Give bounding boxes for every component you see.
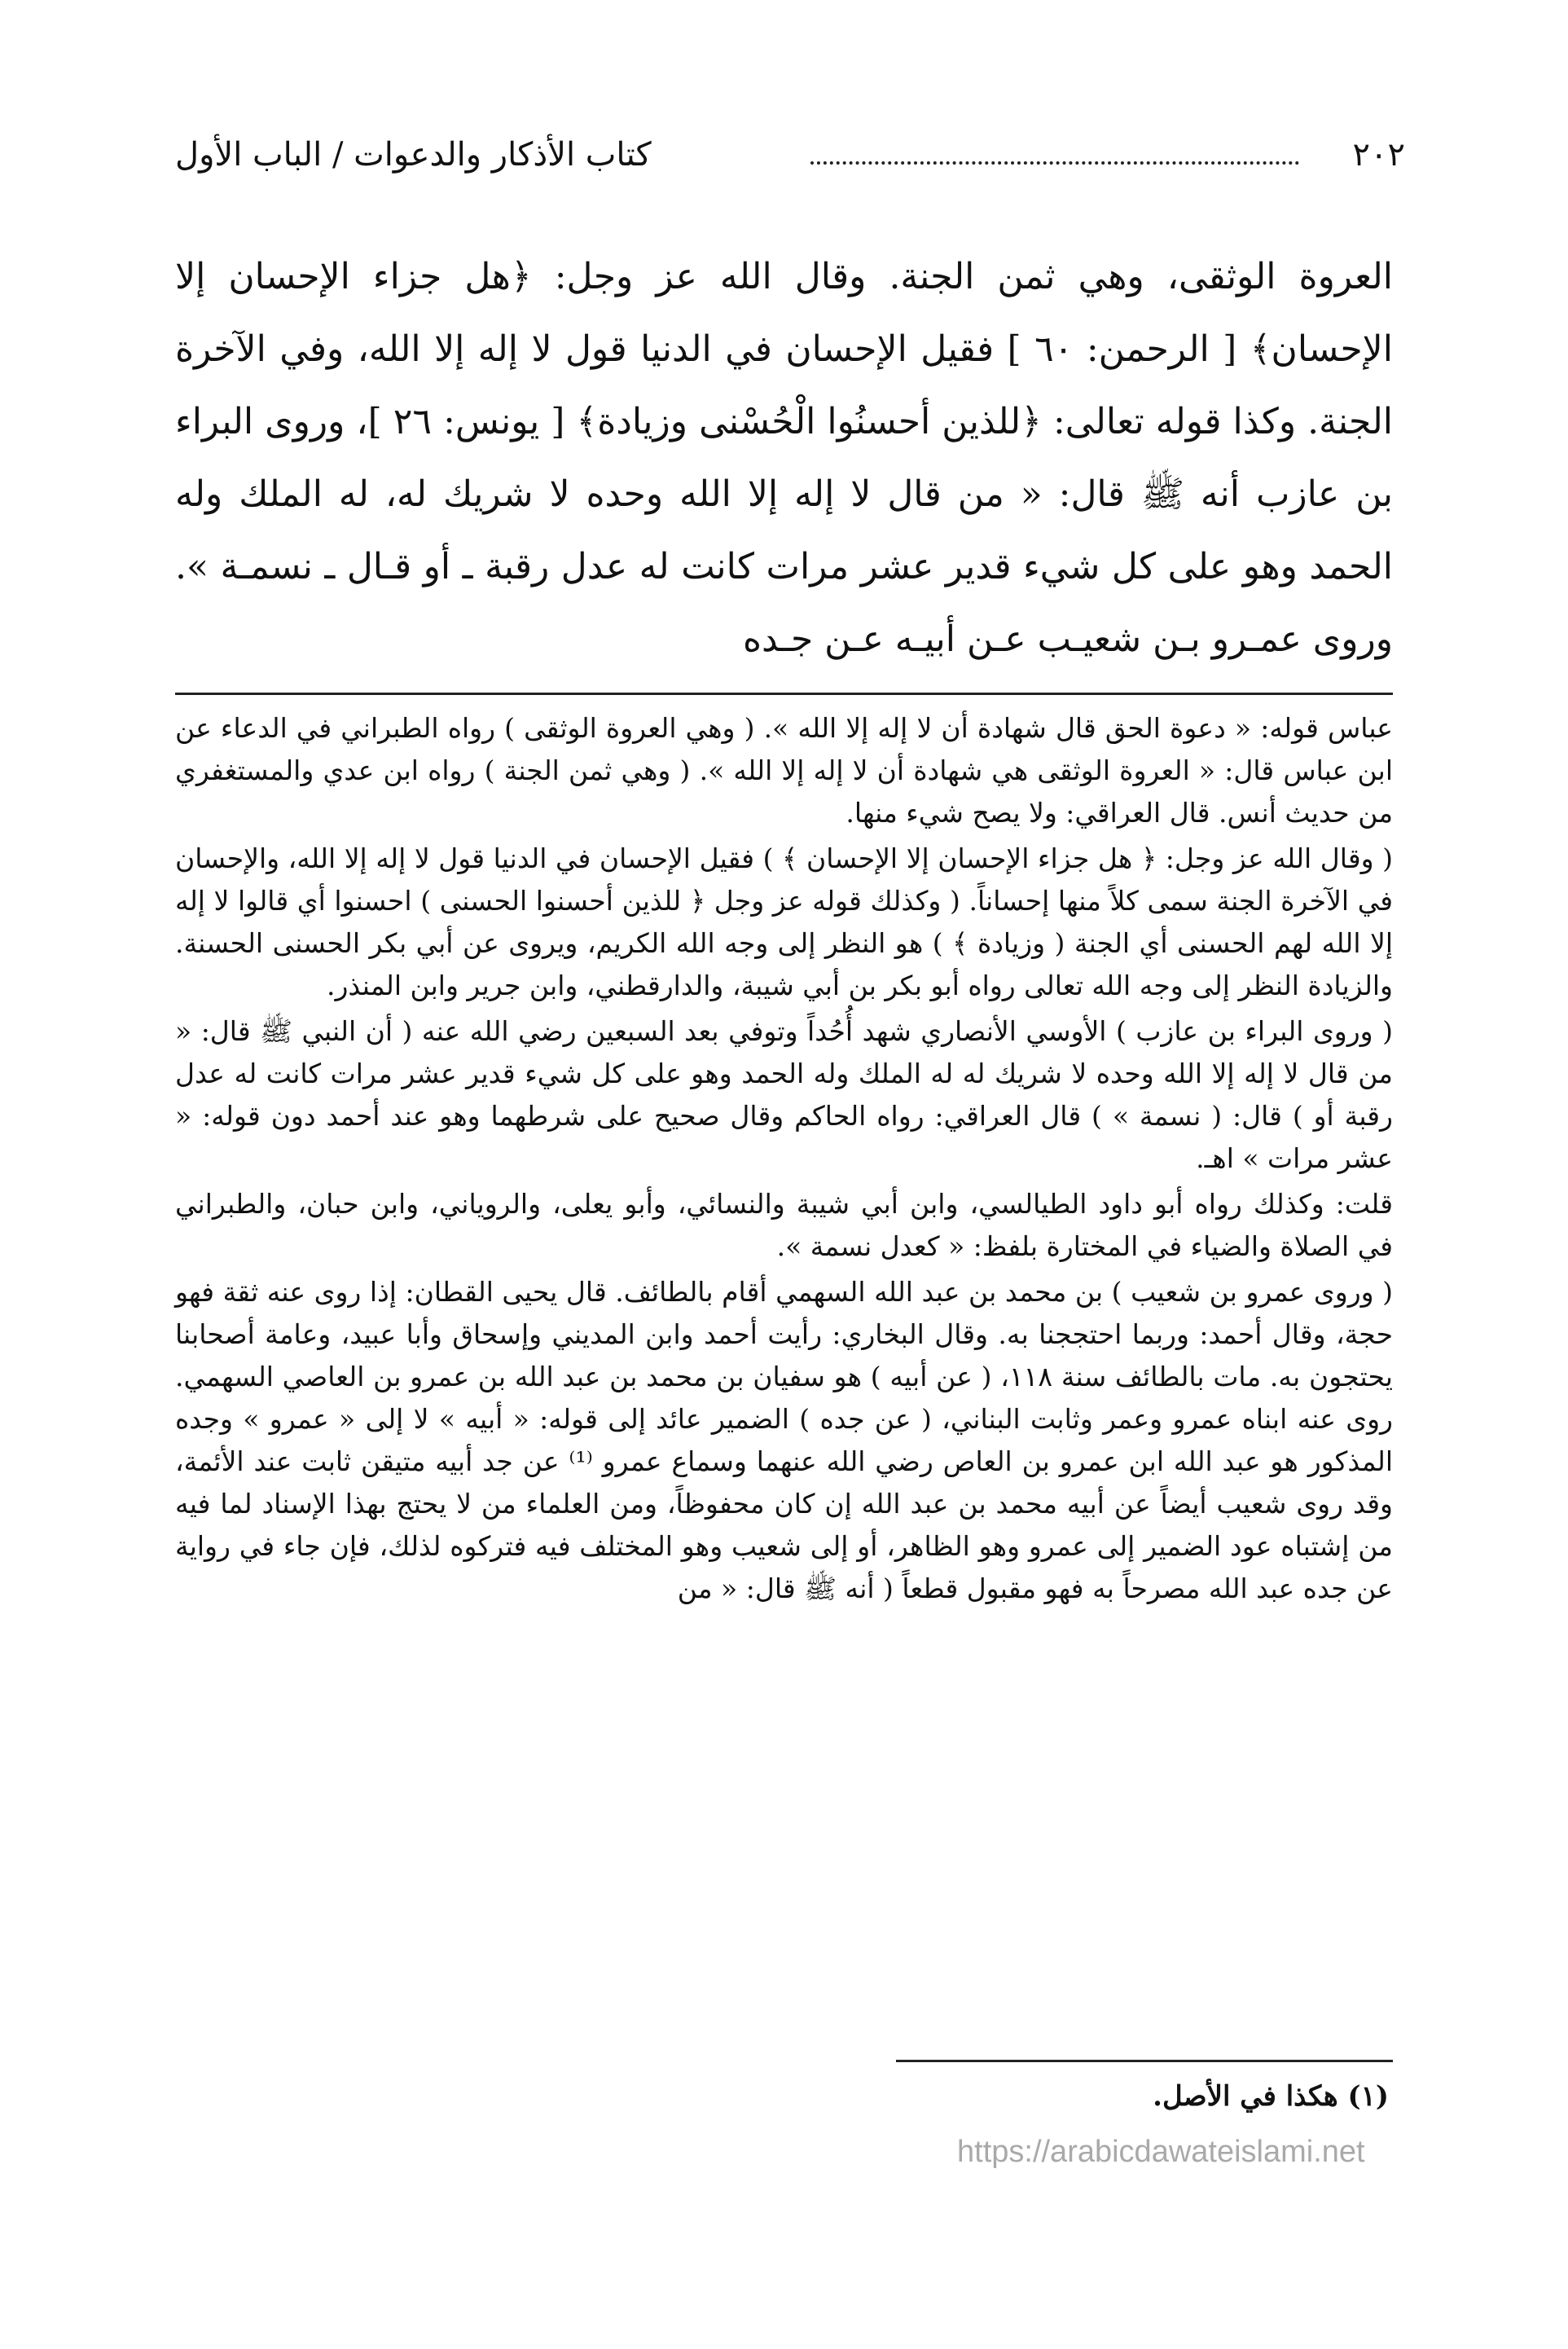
footnote-divider (896, 2060, 1393, 2062)
commentary-paragraph: عباس قوله: « دعوة الحق قال شهادة أن لا إله إلا الله ». ( وهي العروة الوثقى ) رواه الطبراني في الدعاء عن ابن عباس قال: « العروة الوثقى هي شهادة أن لا إله إلا الله ». ( وهي ثمن الجنة ) رواه ابن عدي والمستغفري من حديث أنس. قال العراقي: ولا يصح شيء منها. (175, 712, 1393, 829)
commentary-divider (175, 693, 1393, 695)
watermark-url: https://arabicdawateislami.net (957, 2135, 1365, 2169)
page-number: ٢٠٢ (1352, 136, 1405, 174)
commentary-paragraph: ( وقال الله عز وجل: ﴿ هل جزاء الإحسان إلا الإحسان ﴾ ) فقيل الإحسان في الدنيا قول لا إله إلا الله، والإحسان في الآخرة الجنة سمى كلاً منها إحساناً. ( وكذلك قوله عز وجل ﴿ للذين أحسنوا الحسنى ) احسنوا أي قالوا لا إله إلا الله لهم الحسنى أي الجنة ( وزيادة ﴾ ) هو النظر إلى وجه الله الكريم، ويروى عن أبي بكر الحسنى الحسنة. والزيادة النظر إلى وجه الله تعالى رواه أبو بكر بن أبي شيبة، والدارقطني، وابن جرير وابن المنذر. (175, 842, 1393, 1001)
running-title: كتاب الأذكار والدعوات / الباب الأول (175, 136, 652, 174)
commentary-block (175, 707, 1393, 1613)
footnote: (١) هكذا في الأصل. (1153, 2080, 1389, 2113)
header-dotted-leader (810, 137, 1299, 165)
page-header (175, 122, 1405, 187)
commentary-paragraph: ( وروى البراء بن عازب ) الأوسي الأنصاري شهد أُحُداً وتوفي بعد السبعين رضي الله عنه ( أن النبي ﷺ قال: « من قال لا إله إلا الله وحده لا شريك له له الملك وله الحمد وهو على كل شيء قدير عشر مرات كانت له عدل رقبة أو ) قال: ( نسمة » ) قال العراقي: رواه الحاكم وقال صحيح على شرطهما وهو عند أحمد دون قوله: « عشر مرات » اهـ. (175, 1015, 1393, 1174)
commentary-paragraph: قلت: وكذلك رواه أبو داود الطيالسي، وابن أبي شيبة والنسائي، وأبو يعلى، والروياني، وابن حبان، والطبراني في الصلاة والضياء في المختارة بلفظ: « كعدل نسمة ». (175, 1188, 1393, 1262)
main-text-block (175, 240, 1393, 675)
commentary-paragraph: ( وروى عمرو بن شعيب ) بن محمد بن عبد الله السهمي أقام بالطائف. قال يحيى القطان: إذا روى عنه ثقة فهو حجة، وقال أحمد: وربما احتججنا به. وقال البخاري: رأيت أحمد وابن المديني وإسحاق وأبا عبيد، وعامة أصحابنا يحتجون به. مات بالطائف سنة ١١٨، ( عن أبيه ) هو سفيان بن محمد بن عبد الله بن عمرو بن العاصي السهمي. روى عنه ابناه عمرو وعمر وثابت البناني، ( عن جده ) الضمير عائد إلى قوله: « أبيه » لا إلى « عمرو » وجده المذكور هو عبد الله ابن عمرو بن العاص رضي الله عنهما وسماع عمرو ⁽¹⁾ عن جد أبيه متيقن ثابت عند الأئمة، وقد روى شعيب أيضاً عن أبيه محمد بن عبد الله إن كان محفوظاً، ومن العلماء من لا يحتج بهذا الإسناد لما فيه من إشتباه عود الضمير إلى عمرو وهو الظاهر، أو إلى شعيب وهو المختلف فيه فتركوه لذلك، فإن جاء في رواية عن جده عبد الله مصرحاً به فهو مقبول قطعاً ( أنه ﷺ قال: « من (175, 1276, 1394, 1604)
main-text-paragraph: العروة الوثقى، وهي ثمن الجنة. وقال الله عز وجل: ﴿هل جزاء الإحسان إلا الإحسان﴾ [ الرحمن: ٦٠ ] فقيل الإحسان في الدنيا قول لا إله إلا الله، وفي الآخرة الجنة. وكذا قوله تعالى: ﴿للذين أحسنُوا الْحُسْنى وزيادة﴾ [ يونس: ٢٦ ]، وروى البراء بن عازب أنه ﷺ قال: « من قال لا إله إلا الله وحده لا شريك له، له الملك وله الحمد وهو على كل شيء قدير عشر مرات كانت له عدل رقبة ـ أو قـال ـ نسمـة ». وروى عمـرو بـن شعيـب عـن أبيـه عـن جـده (175, 256, 1394, 660)
